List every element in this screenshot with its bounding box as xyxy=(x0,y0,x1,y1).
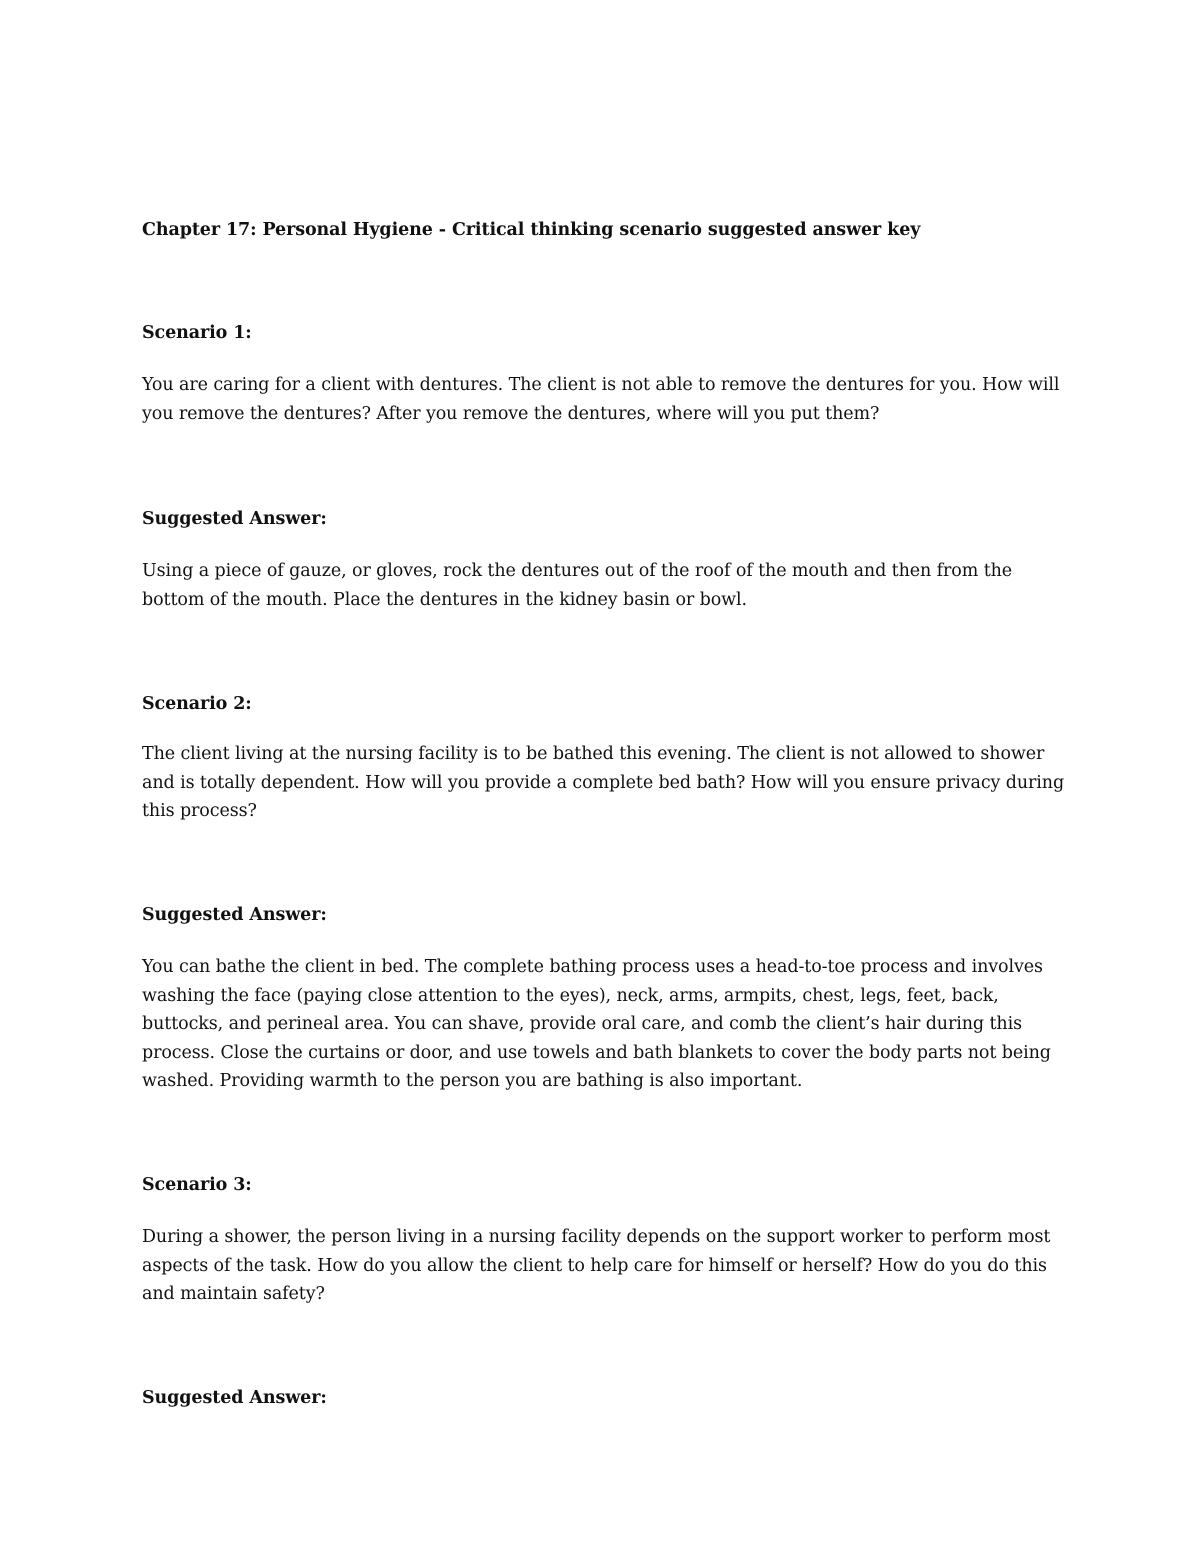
answer-1-heading: Suggested Answer: xyxy=(142,509,327,529)
page-title: Chapter 17: Personal Hygiene - Critical thinking scenario suggested answer key xyxy=(142,220,921,240)
scenario-2-heading: Scenario 2: xyxy=(142,694,252,714)
answer-3-heading: Suggested Answer: xyxy=(142,1388,327,1408)
scenario-3-heading: Scenario 3: xyxy=(142,1175,252,1195)
scenario-2-text: The client living at the nursing facility is to be bathed this evening. The client is not allowed to shower and is totally dependent. How will you provide a complete bed bath? How will you ensure privacy during this process? xyxy=(142,744,1065,821)
scenario-3-text: During a shower, the person living in a nursing facility depends on the support worker to perform most aspects of the task. How do you allow the client to help care for himself or herself? How do you do this and maintain safety? xyxy=(142,1227,1051,1304)
answer-2-heading: Suggested Answer: xyxy=(142,905,327,925)
scenario-1-text: You are caring for a client with dentures. The client is not able to remove the dentures for you. How will you remove the dentures? After you remove the dentures, where will you put them? xyxy=(142,375,1060,424)
answer-2-text: You can bathe the client in bed. The complete bathing process uses a head-to-toe process and involves washing the face (paying close attention to the eyes), neck, arms, armpits, chest, legs, feet, back, buttocks, and perineal area. You can shave, provide oral care, and comb the client’s hair during this process. Close the curtains or door, and use towels and bath blankets to cover the body parts not being washed. Providing warmth to the person you are bathing is also important. xyxy=(142,957,1051,1091)
answer-1-text: Using a piece of gauze, or gloves, rock the dentures out of the roof of the mouth and then from the bottom of the mouth. Place the dentures in the kidney basin or bowl. xyxy=(142,561,1013,610)
scenario-1-heading: Scenario 1: xyxy=(142,323,252,343)
